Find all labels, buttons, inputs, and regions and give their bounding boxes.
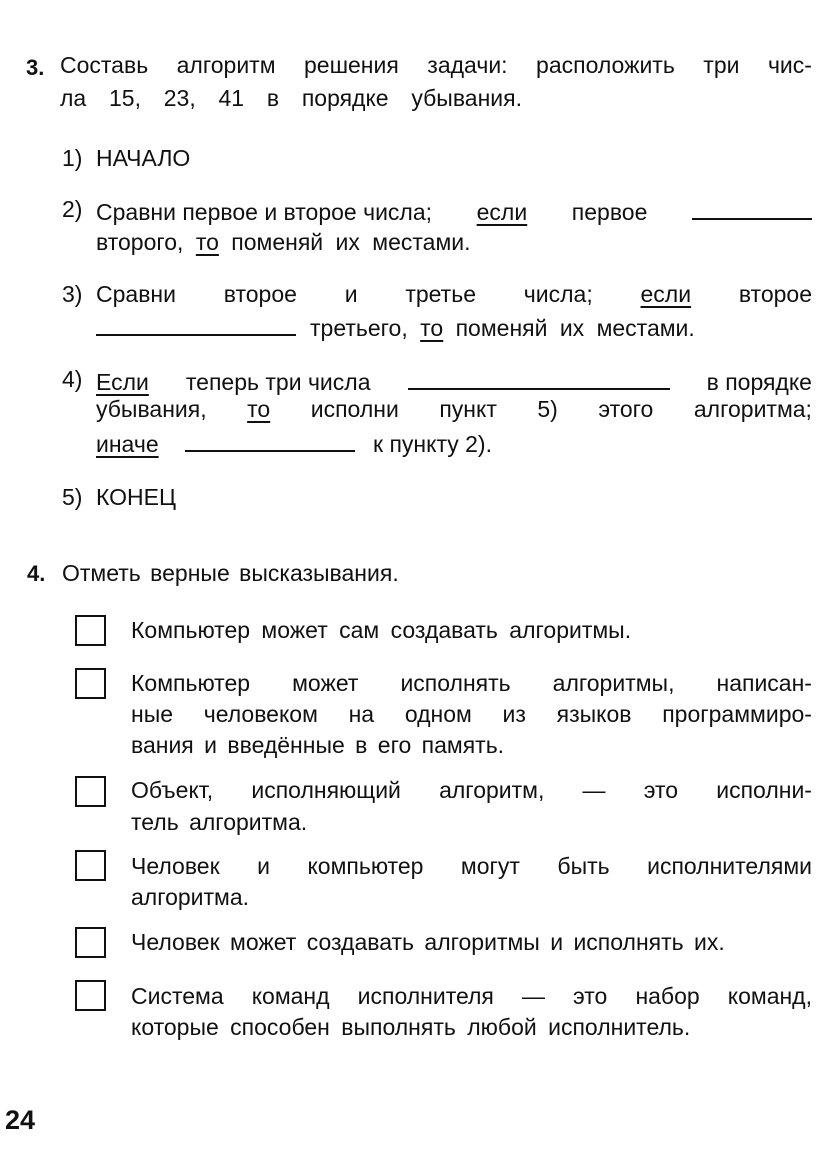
task3-number: 3.	[26, 55, 45, 80]
statement-checkbox[interactable]	[75, 776, 106, 807]
step4-number: 4)	[62, 366, 83, 392]
step5-number: 5)	[62, 484, 83, 510]
step2-number: 2)	[62, 196, 83, 222]
statement-6-line2: которые способен выполнять любой исполнитель.	[131, 1014, 691, 1040]
answer-blank[interactable]	[408, 366, 670, 390]
then-keyword: то	[247, 396, 271, 422]
step4-line3: иначе к пункту 2).	[96, 428, 492, 458]
step2-line1: Сравни первое и второе числа; если первое	[96, 196, 812, 226]
statement-checkbox[interactable]	[75, 850, 106, 881]
statement-3-line1: Объект, исполняющий алгоритм, — это исполни-	[131, 777, 812, 803]
task3-prompt-line2: ла 15, 23, 41 в порядке убывания.	[60, 85, 522, 111]
task4-number: 4.	[27, 561, 46, 586]
step4-line1: Если теперь три числа в порядке	[96, 366, 812, 396]
then-keyword: то	[420, 315, 444, 341]
if-keyword: если	[476, 199, 528, 225]
if-keyword: если	[640, 281, 692, 307]
else-keyword: иначе	[96, 431, 159, 457]
task3-prompt-line1: Составь алгоритм решения задачи: расположить три чис-	[60, 52, 812, 78]
answer-blank[interactable]	[692, 196, 812, 220]
step3-number: 3)	[62, 281, 83, 307]
statement-2-line1: Компьютер может исполнять алгоритмы, написан-	[131, 670, 812, 696]
answer-blank[interactable]	[96, 312, 296, 336]
statement-3-line2: тель алгоритма.	[131, 809, 308, 835]
step1-text: НАЧАЛО	[96, 145, 191, 171]
statement-2-line2: ные человеком на одном из языков программиро-	[131, 701, 812, 727]
statement-1: Компьютер может сам создавать алгоритмы.	[131, 617, 632, 643]
step4-line2: убывания, то исполни пункт 5) этого алгоритма;	[96, 396, 812, 422]
step1-number: 1)	[62, 145, 83, 171]
statement-checkbox[interactable]	[75, 980, 106, 1011]
statement-checkbox[interactable]	[75, 927, 106, 958]
if-keyword: Если	[96, 369, 149, 395]
then-keyword: то	[195, 229, 219, 255]
step3-line2: третьего, то поменяй их местами.	[96, 312, 695, 342]
answer-blank[interactable]	[185, 428, 355, 452]
step5-text: КОНЕЦ	[96, 484, 176, 510]
statement-2-line3: вания и введённые в его память.	[131, 732, 505, 758]
step3-line1: Сравни второе и третье числа; если второе	[96, 281, 812, 307]
statement-checkbox[interactable]	[75, 615, 106, 646]
statement-6-line1: Система команд исполнителя — это набор команд,	[131, 983, 812, 1009]
statement-4-line1: Человек и компьютер могут быть исполнителями	[131, 853, 812, 879]
statement-5: Человек может создавать алгоритмы и исполнять их.	[131, 929, 725, 955]
task4-title: Отметь верные высказывания.	[62, 560, 399, 586]
statement-4-line2: алгоритма.	[131, 884, 250, 910]
step2-line2: второго, то поменяй их местами.	[96, 229, 471, 255]
statement-checkbox[interactable]	[75, 668, 106, 699]
page-number: 24	[5, 1105, 36, 1135]
